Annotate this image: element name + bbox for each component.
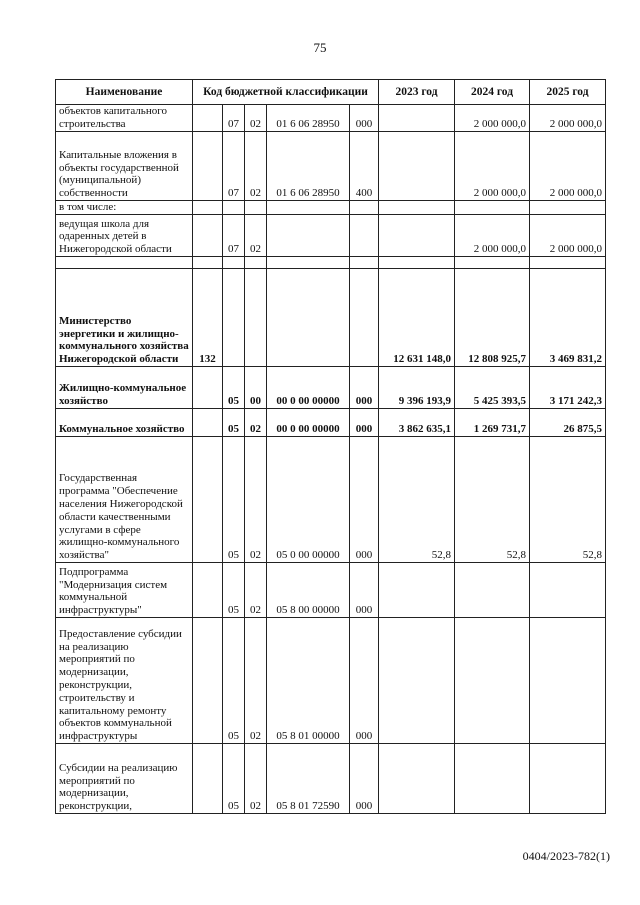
- section-code: 07: [223, 215, 245, 257]
- amount-2023: 9 396 193,9: [379, 367, 455, 409]
- ministry-code: [193, 105, 223, 132]
- expense-code: 000: [350, 744, 379, 814]
- ministry-code: [193, 437, 223, 563]
- subsection-code: [245, 257, 267, 269]
- amount-2023: [379, 744, 455, 814]
- amount-2023: [379, 215, 455, 257]
- amount-2023: [379, 201, 455, 215]
- amount-2025: 3 171 242,3: [530, 367, 606, 409]
- amount-2023: 3 862 635,1: [379, 409, 455, 437]
- section-code: [223, 257, 245, 269]
- article-code: [267, 269, 350, 367]
- table-row: [56, 437, 606, 563]
- table-row: [56, 257, 606, 269]
- subsection-code: 02: [245, 618, 267, 744]
- amount-2023: [379, 563, 455, 618]
- table-row: [56, 744, 606, 814]
- amount-2024: 2 000 000,0: [455, 105, 530, 132]
- amount-2025: 52,8: [530, 437, 606, 563]
- row-name: Субсидии на реализацию мероприятий по модернизации, реконструкции,: [56, 744, 193, 814]
- amount-2024: 12 808 925,7: [455, 269, 530, 367]
- subsection-code: 02: [245, 744, 267, 814]
- row-name: Капитальные вложения в объекты государственной (муниципальной) собственности: [56, 132, 193, 201]
- table-row: [56, 409, 606, 437]
- table-row: [56, 201, 606, 215]
- amount-2024: [455, 744, 530, 814]
- amount-2023: [379, 105, 455, 132]
- article-code: 05 0 00 00000: [267, 437, 350, 563]
- article-code: [267, 257, 350, 269]
- subsection-code: 02: [245, 132, 267, 201]
- row-name: Подпрограмма "Модернизация систем коммунальной инфраструктуры": [56, 563, 193, 618]
- ministry-code: [193, 132, 223, 201]
- amount-2025: 2 000 000,0: [530, 132, 606, 201]
- ministry-code: [193, 367, 223, 409]
- table-row: [56, 563, 606, 618]
- amount-2025: [530, 201, 606, 215]
- section-code: 05: [223, 437, 245, 563]
- article-code: 01 6 06 28950: [267, 132, 350, 201]
- section-code: [223, 201, 245, 215]
- row-name: Жилищно-коммунальное хозяйство: [56, 367, 193, 409]
- section-code: 07: [223, 105, 245, 132]
- amount-2023: 12 631 148,0: [379, 269, 455, 367]
- ministry-code: [193, 201, 223, 215]
- amount-2024: [455, 201, 530, 215]
- amount-2025: [530, 257, 606, 269]
- budget-table: [55, 79, 606, 814]
- expense-code: 000: [350, 367, 379, 409]
- article-code: [267, 201, 350, 215]
- expense-code: [350, 257, 379, 269]
- article-code: 05 8 01 00000: [267, 618, 350, 744]
- table-row: [56, 105, 606, 132]
- row-name: ведущая школа для одаренных детей в Нижегородской области: [56, 215, 193, 257]
- article-code: 00 0 00 00000: [267, 409, 350, 437]
- amount-2024: 2 000 000,0: [455, 132, 530, 201]
- row-name: Предоставление субсидии на реализацию мероприятий по модернизации, реконструкции, строительству и капитальному ремонту объектов коммунальной инфраструктуры: [56, 618, 193, 744]
- expense-code: 000: [350, 437, 379, 563]
- expense-code: [350, 269, 379, 367]
- header-name: Наименование: [56, 80, 193, 105]
- expense-code: 000: [350, 409, 379, 437]
- amount-2024: 52,8: [455, 437, 530, 563]
- section-code: [223, 269, 245, 367]
- subsection-code: 02: [245, 563, 267, 618]
- article-code: 05 8 00 00000: [267, 563, 350, 618]
- row-name: Министерство энергетики и жилищно-коммунального хозяйства Нижегородской области: [56, 269, 193, 367]
- table-row: [56, 269, 606, 367]
- amount-2025: 2 000 000,0: [530, 215, 606, 257]
- ministry-code: 132: [193, 269, 223, 367]
- amount-2023: 52,8: [379, 437, 455, 563]
- amount-2024: [455, 563, 530, 618]
- subsection-code: 02: [245, 215, 267, 257]
- amount-2025: [530, 618, 606, 744]
- row-name: в том числе:: [56, 201, 193, 215]
- subsection-code: 02: [245, 409, 267, 437]
- subsection-code: 02: [245, 437, 267, 563]
- ministry-code: [193, 409, 223, 437]
- ministry-code: [193, 215, 223, 257]
- amount-2023: [379, 257, 455, 269]
- section-code: 07: [223, 132, 245, 201]
- expense-code: 000: [350, 618, 379, 744]
- amount-2024: 1 269 731,7: [455, 409, 530, 437]
- table-header-row: [56, 80, 606, 105]
- amount-2023: [379, 618, 455, 744]
- section-code: 05: [223, 744, 245, 814]
- amount-2024: [455, 257, 530, 269]
- amount-2025: 2 000 000,0: [530, 105, 606, 132]
- header-2023: 2023 год: [379, 80, 455, 105]
- header-2024: 2024 год: [455, 80, 530, 105]
- table-row: [56, 132, 606, 201]
- amount-2025: [530, 744, 606, 814]
- ministry-code: [193, 563, 223, 618]
- subsection-code: [245, 201, 267, 215]
- section-code: 05: [223, 409, 245, 437]
- article-code: 01 6 06 28950: [267, 105, 350, 132]
- ministry-code: [193, 618, 223, 744]
- row-name: Коммунальное хозяйство: [56, 409, 193, 437]
- table-row: [56, 215, 606, 257]
- table-row: [56, 618, 606, 744]
- expense-code: 000: [350, 105, 379, 132]
- amount-2024: 5 425 393,5: [455, 367, 530, 409]
- article-code: [267, 215, 350, 257]
- amount-2024: 2 000 000,0: [455, 215, 530, 257]
- page-number: 75: [313, 40, 327, 55]
- expense-code: 400: [350, 132, 379, 201]
- row-name: [56, 257, 193, 269]
- expense-code: [350, 215, 379, 257]
- header-2025: 2025 год: [530, 80, 606, 105]
- row-name: Государственная программа "Обеспечение населения Нижегородской области качественными услугами в сфере жилищно-коммунального хозяйства": [56, 437, 193, 563]
- expense-code: 000: [350, 563, 379, 618]
- row-name: объектов капитального строительства: [56, 105, 193, 132]
- amount-2023: [379, 132, 455, 201]
- table-row: [56, 367, 606, 409]
- subsection-code: 00: [245, 367, 267, 409]
- header-code: Код бюджетной классификации: [193, 80, 379, 105]
- amount-2025: 26 875,5: [530, 409, 606, 437]
- article-code: 05 8 01 72590: [267, 744, 350, 814]
- section-code: 05: [223, 367, 245, 409]
- table-body: [56, 105, 606, 814]
- subsection-code: [245, 269, 267, 367]
- subsection-code: 02: [245, 105, 267, 132]
- amount-2025: [530, 563, 606, 618]
- section-code: 05: [223, 563, 245, 618]
- section-code: 05: [223, 618, 245, 744]
- document-code: 0404/2023-782(1): [522, 849, 610, 863]
- article-code: 00 0 00 00000: [267, 367, 350, 409]
- ministry-code: [193, 744, 223, 814]
- amount-2024: [455, 618, 530, 744]
- ministry-code: [193, 257, 223, 269]
- amount-2025: 3 469 831,2: [530, 269, 606, 367]
- expense-code: [350, 201, 379, 215]
